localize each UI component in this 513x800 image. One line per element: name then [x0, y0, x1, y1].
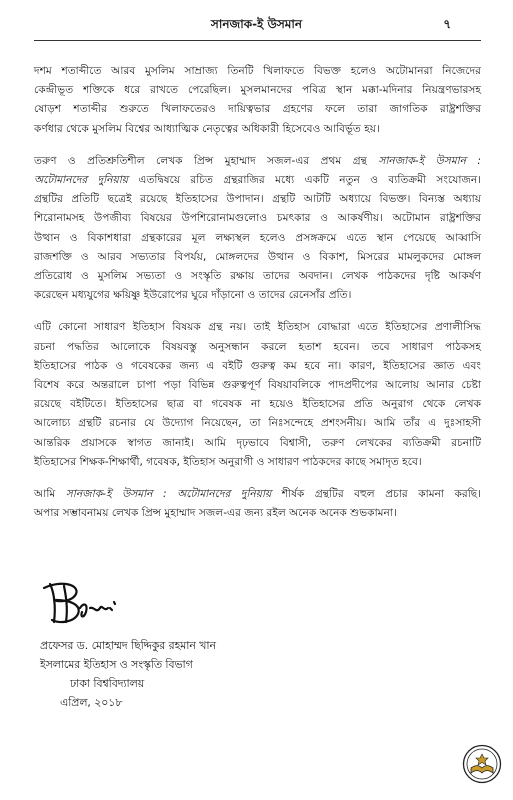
book-emblem-logo-icon: [462, 744, 502, 784]
text-line: [34, 152, 481, 171]
text-run: তরুণ ও প্রতিশ্রুতিশীল লেখক প্রিন্স মুহাম্মাদ সজল-এর প্রথম গ্রন্থ: [34, 154, 379, 167]
text-run: শীর্ষক গ্রন্থটির বহুল প্রচার কামনা করছি।: [271, 488, 481, 501]
document-body: [34, 62, 481, 536]
signoff-date: এপ্রিল, ২০১৮: [60, 696, 123, 709]
text-line: অপার সম্ভাবনাময় লেখক প্রিন্স মুহাম্মাদ সজল-এর জন্য রইল অনেক অনেক শুভকামনা।: [34, 507, 397, 520]
text-line: কেন্দ্রীভূত শক্তিকে ধরে রাখতে পেরেছিল। মুসলমানদের পবিত্র স্থান মক্কা-মদিনার নিয়ন্ত্রণভারসহ: [34, 84, 481, 97]
text-line: উত্থান ও বিকাশধারা গ্রন্থকারের মূল লক্ষ্যস্থল হলেও প্রসঙ্গক্রমে এতে স্থান পেয়েছে আব্বাসি: [34, 231, 481, 244]
page-header: [0, 14, 513, 36]
text-run: আমি: [34, 488, 66, 501]
page-number: ৭: [443, 17, 451, 31]
text-run: এতদ্বিষয়ে রচিত গ্রন্থরাজির মধ্যে একটি নতুন ও ব্যতিক্রমী সংযোজন।: [128, 174, 482, 187]
text-line: [34, 171, 481, 190]
text-line: ইতিহাসের পাঠক ও গবেষকের জন্য এ বইটি গুরুত্ব কম হবে না। কারণ, ইতিহাসের জ্ঞাত এবং: [34, 359, 481, 372]
signature-icon: [40, 578, 160, 628]
paragraph-4: [34, 485, 481, 523]
author-name: প্রফেসর ড. মোহাম্মদ ছিদ্দিকুর রহমান খান: [40, 639, 216, 652]
text-line: প্রতিরোধ ও মুসলিম সভ্যতা ও সংস্কৃতি রক্ষায় তাদের অবদান। লেখক পাঠকদের দৃষ্টি আকর্ষণ: [34, 270, 481, 283]
signoff-block: [40, 636, 216, 712]
text-line: কর্ণধার থেকে মুসলিম বিশ্বের আধ্যাত্মিক নেতৃত্বের অধিকারী হিসেবেও আবির্ভূত হয়।: [34, 122, 380, 135]
text-line: শিরোনামসহ উপজীব্য বিষয়ের উপশিরোনামগুলোও চমৎকার ও আকর্ষণীয়। অটোমান রাষ্ট্রশক্তির: [34, 212, 481, 225]
book-title-italic: সানজাক-ই উসমান : অটোমানদের দুনিয়ায়: [65, 488, 272, 501]
paragraph-3: [34, 318, 481, 472]
text-line: রাজশক্তি ও আরব সভ্যতার বিপর্যয়, মোঙ্গলদের উত্থান ও বিকাশ, মিসরের মামলুকদের মোঙ্গল: [34, 250, 481, 263]
text-line: ষোড়শ শতাব্দীর শুরুতে খিলাফতেরও দায়িত্বভার গ্রহণের ফলে তারা জাগতিক রাষ্ট্রশক্তির: [34, 103, 481, 116]
author-university: ঢাকা বিশ্ববিদ্যালয়: [70, 677, 145, 690]
text-line: আলোচ্য গ্রন্থটি রচনার যে উদ্যোগ নিয়েছেন, তা নিঃসন্দেহে প্রশংসনীয়। আমি তাঁর এ দুঃসাহসী: [34, 417, 481, 430]
paragraph-1: [34, 62, 481, 139]
book-title-italic: সানজাক-ই উসমান :: [378, 154, 481, 167]
text-line: করেছেন মধ্যযুগের ক্ষয়িষ্ণু ইউরোপের ঘুরে দাঁড়ানো ও তাদের রেনেসাঁর প্রতি।: [34, 289, 352, 302]
text-line: বিশেষ করে অন্তরালে চাপা পড়া বিভিন্ন গুরুত্বপূর্ণ বিষয়াবলিকে পাদপ্রদীপের আলোয় আনার চেষ্টা: [34, 379, 481, 392]
header-rule: [34, 40, 481, 41]
text-line: দশম শতাব্দীতে আরব মুসলিম সাম্রাজ্য তিনটি খিলাফতে বিভক্ত হলেও অটোমানরা নিজেদের: [34, 65, 481, 77]
book-title-italic: অটোমানদের দুনিয়ায়: [34, 174, 129, 187]
text-line: গ্রন্থটির প্রতিটি ছত্রেই রয়েছে ইতিহাসের উপাদান। গ্রন্থটি আটটি অধ্যায়ে বিভক্ত। বিন্যস্ত অধ্যায়: [34, 193, 481, 206]
text-line: [34, 485, 481, 504]
running-title: সানজাক-ই উসমান: [210, 17, 303, 31]
text-line: রয়েছে বইটিতে। ইতিহাসের ছাত্র বা গবেষক না হয়েও ইতিহাসের প্রতি অনুরাগ থেকে লেখক: [34, 398, 481, 411]
author-department: ইসলামের ইতিহাস ও সংস্কৃতি বিভাগ: [40, 658, 193, 671]
text-line: ইতিহাসের শিক্ষক-শিক্ষার্থী, গবেষক, ইতিহাস অনুরাগী ও সাধারণ পাঠকদের কাছে সমাদৃত হবে।: [34, 455, 422, 468]
text-line: রচনা পদ্ধতির আলোকে বিষয়বস্তু অনুসন্ধান করলে হতাশ হবেন। তবে সাধারণ পাঠকসহ: [34, 340, 481, 353]
text-line: আন্তরিক প্রয়াসকে স্বাগত জানাই। আমি দৃঢ়ভাবে বিশ্বাসী, তরুণ লেখকের ব্যতিক্রমী রচনাটি: [34, 436, 481, 449]
text-line: এটি কোনো সাধারণ ইতিহাস বিষয়ক গ্রন্থ নয়। তাই ইতিহাস বোদ্ধারা এতে ইতিহাসের প্রণালীসিদ্ধ: [34, 321, 481, 334]
paragraph-2: [34, 152, 481, 306]
